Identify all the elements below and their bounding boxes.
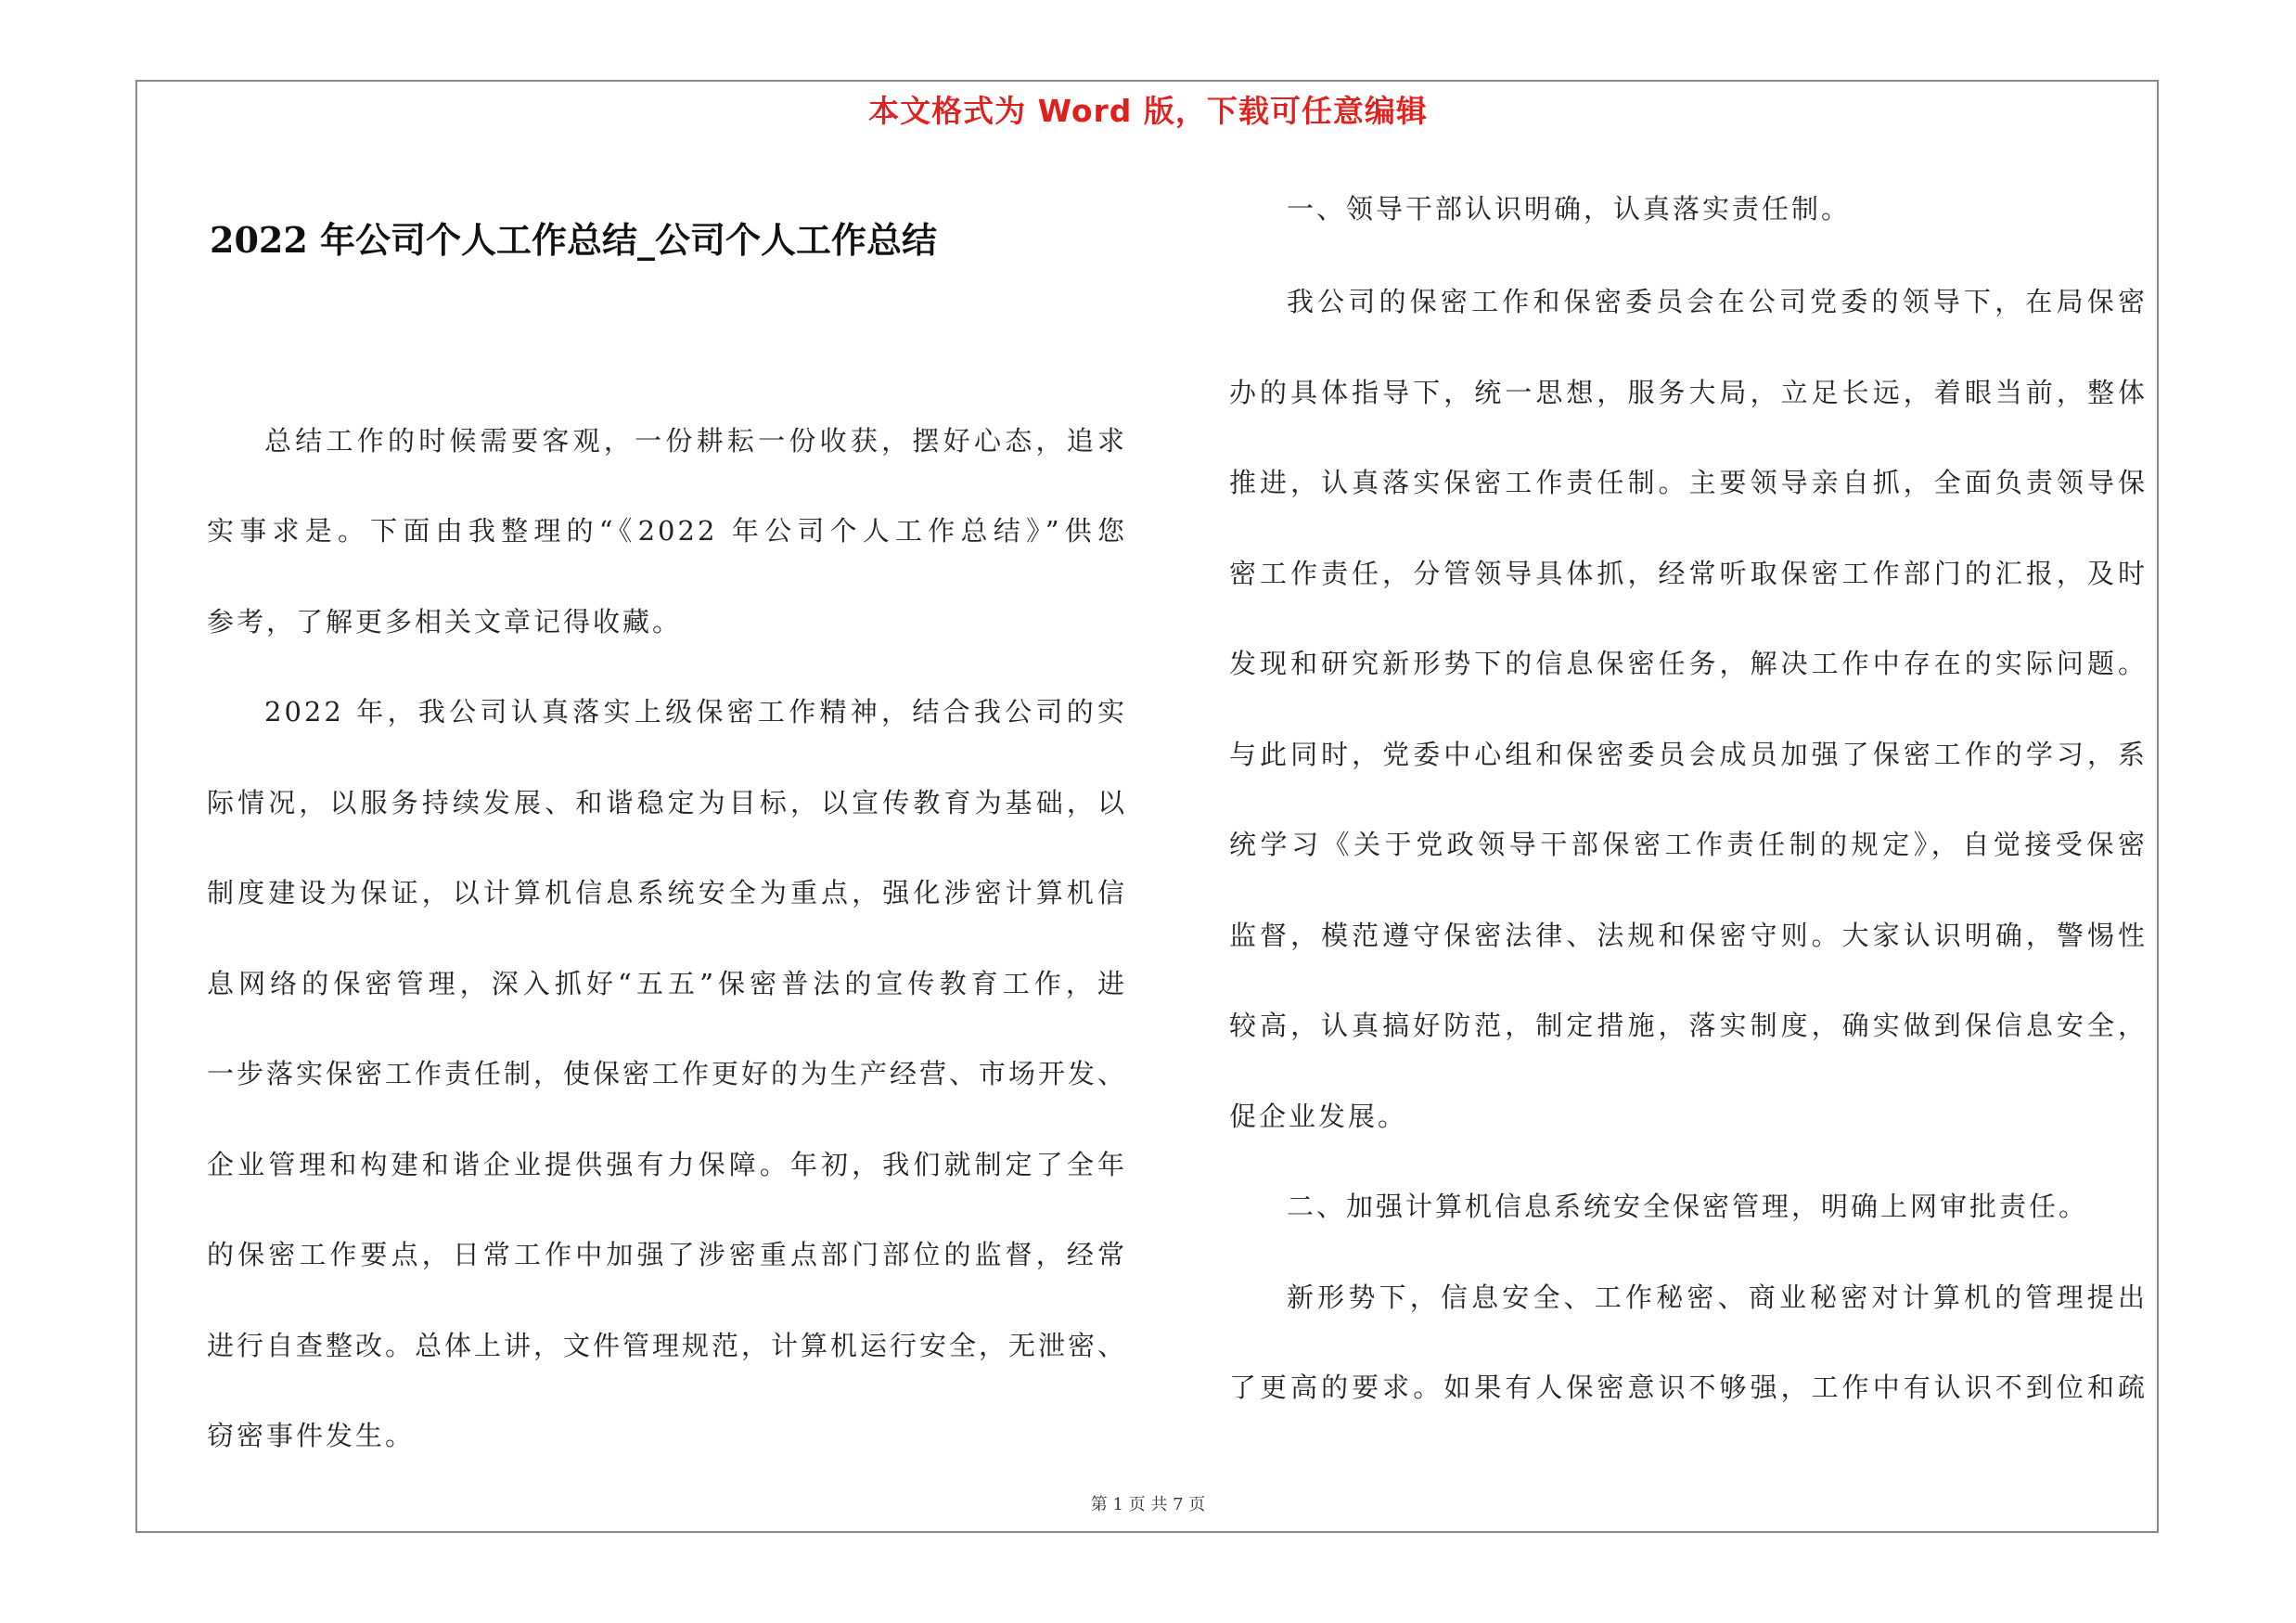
paragraph-line: 发现和研究新形势下的信息保密任务，解决工作中存在的实际问题。 bbox=[1229, 648, 2148, 679]
paragraph-line: 息网络的保密管理，深入抓好“五五”保密普法的宣传教育工作，进 bbox=[207, 968, 1127, 999]
paragraph-line: 较高，认真搞好防范，制定措施，落实制度，确实做到保信息安全， bbox=[1229, 1010, 2148, 1041]
paragraph-line: 与此同时，党委中心组和保密委员会成员加强了保密工作的学习，系 bbox=[1229, 739, 2148, 770]
paragraph-line: 统学习《关于党政领导干部保密工作责任制的规定》，自觉接受保密 bbox=[1229, 829, 2148, 860]
paragraph-line: 窃密事件发生。 bbox=[207, 1420, 416, 1451]
paragraph-line: 推进，认真落实保密工作责任制。主要领导亲自抓，全面负责领导保 bbox=[1229, 467, 2148, 498]
paragraph-line: 进行自查整改。总体上讲，文件管理规范，计算机运行安全，无泄密、 bbox=[207, 1330, 1128, 1361]
paragraph-line: 总结工作的时候需要客观，一份耕耘一份收获，摆好心态，追求 bbox=[264, 425, 1127, 457]
paragraph-line: 新形势下，信息安全、工作秘密、商业秘密对计算机的管理提出 bbox=[1287, 1282, 2148, 1313]
section-heading: 二、加强计算机信息系统安全保密管理，明确上网审批责任。 bbox=[1287, 1191, 2089, 1222]
paragraph-line: 2022 年，我公司认真落实上级保密工作精神，结合我公司的实 bbox=[264, 696, 1127, 728]
paragraph-line: 促企业发展。 bbox=[1229, 1101, 1408, 1132]
paragraph-line: 了更高的要求。如果有人保密意识不够强，工作中有认识不到位和疏 bbox=[1229, 1372, 2148, 1403]
paragraph-line: 的保密工作要点，日常工作中加强了涉密重点部门部位的监督，经常 bbox=[207, 1239, 1127, 1270]
document-title: 2022 年公司个人工作总结_公司个人工作总结 bbox=[210, 219, 937, 261]
section-heading: 一、领导干部认识明确，认真落实责任制。 bbox=[1287, 193, 1852, 225]
page-number: 第 1 页 共 7 页 bbox=[1090, 1495, 1206, 1514]
paragraph-line: 企业管理和构建和谐企业提供强有力保障。年初，我们就制定了全年 bbox=[207, 1149, 1127, 1180]
edit-banner: 本文格式为 Word 版，下载可任意编辑 bbox=[868, 93, 1428, 129]
paragraph-line: 我公司的保密工作和保密委员会在公司党委的领导下，在局保密 bbox=[1287, 286, 2148, 317]
paragraph-line: 制度建设为保证，以计算机信息系统安全为重点，强化涉密计算机信 bbox=[207, 877, 1127, 908]
paragraph-line: 办的具体指导下，统一思想，服务大局，立足长远，着眼当前，整体 bbox=[1229, 377, 2148, 408]
paragraph-line: 实事求是。下面由我整理的“《2022 年公司个人工作总结》”供您 bbox=[207, 515, 1127, 547]
paragraph-line: 密工作责任，分管领导具体抓，经常听取保密工作部门的汇报，及时 bbox=[1229, 558, 2148, 589]
paragraph-line: 一步落实保密工作责任制，使保密工作更好的为生产经营、市场开发、 bbox=[207, 1058, 1128, 1089]
paragraph-line: 监督，模范遵守保密法律、法规和保密守则。大家认识明确，警惕性 bbox=[1229, 920, 2148, 951]
paragraph-line: 参考，了解更多相关文章记得收藏。 bbox=[207, 606, 683, 638]
paragraph-line: 际情况，以服务持续发展、和谐稳定为目标，以宣传教育为基础，以 bbox=[207, 787, 1127, 818]
